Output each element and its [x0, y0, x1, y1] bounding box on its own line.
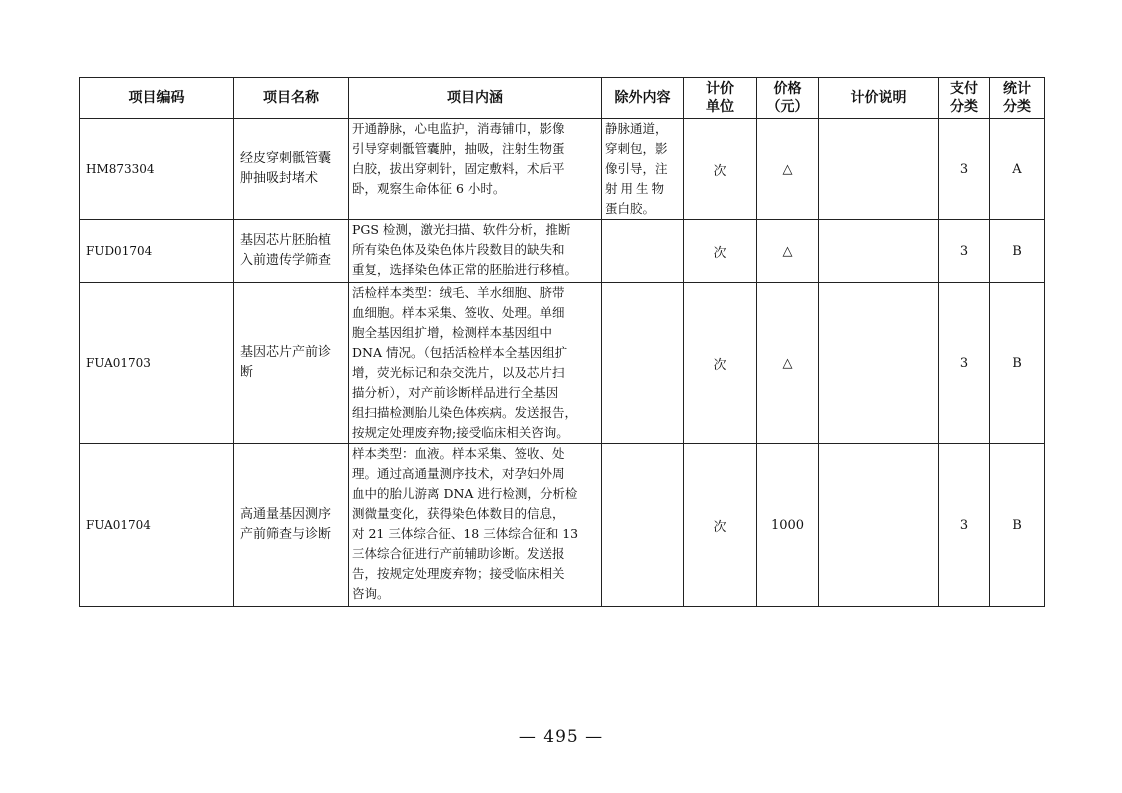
cell-content: 活检样本类型：绒毛、羊水细胞、脐带 血细胞。样本采集、签收、处理。单细 胞全基因组扩增，检测样本基因组中 DNA 情况。（包括活检样本全基因组扩 增，荧光标记和杂交洗片，以及芯片扫 描分析），对产前诊断样品进行全基因 组扫描检测胎儿染色体疾病。发送报告， 按规定处理废弃物;接受临床相关咨询。 — [349, 283, 602, 444]
header-code: 项目编码 — [80, 78, 234, 119]
header-payment: 支付 分类 — [939, 78, 990, 119]
cell-unit: 次 — [684, 283, 757, 444]
cell-name: 高通量基因测序 产前筛查与诊断 — [234, 444, 349, 607]
cell-unit: 次 — [684, 220, 757, 283]
cell-code: FUA01704 — [80, 444, 234, 607]
cell-exclusion: 静脉通道， 穿刺包，影 像引导，注 射用生物 蛋白胶。 — [602, 119, 684, 220]
cell-exclusion — [602, 444, 684, 607]
cell-price: △ — [757, 283, 819, 444]
cell-note — [819, 444, 939, 607]
header-exclusion: 除外内容 — [602, 78, 684, 119]
cell-note — [819, 220, 939, 283]
cell-name: 基因芯片胚胎植 入前遗传学筛查 — [234, 220, 349, 283]
cell-code: FUD01704 — [80, 220, 234, 283]
cell-exclusion — [602, 283, 684, 444]
cell-payment: 3 — [939, 283, 990, 444]
cell-price: △ — [757, 220, 819, 283]
header-price: 价格 （元） — [757, 78, 819, 119]
cell-code: FUA01703 — [80, 283, 234, 444]
cell-code: HM873304 — [80, 119, 234, 220]
header-content: 项目内涵 — [349, 78, 602, 119]
cell-payment: 3 — [939, 444, 990, 607]
table-row — [80, 119, 1045, 220]
cell-exclusion — [602, 220, 684, 283]
cell-unit: 次 — [684, 444, 757, 607]
table-row — [80, 220, 1045, 283]
cell-price: △ — [757, 119, 819, 220]
cell-content: 开通静脉，心电监护，消毒铺巾，影像 引导穿刺骶管囊肿，抽吸，注射生物蛋 白胶，拔出穿刺针，固定敷料，术后平 卧，观察生命体征 6 小时。 — [349, 119, 602, 220]
pricing-table — [79, 77, 1045, 607]
cell-unit: 次 — [684, 119, 757, 220]
cell-note — [819, 283, 939, 444]
header-name: 项目名称 — [234, 78, 349, 119]
cell-content: 样本类型：血液。样本采集、签收、处 理。通过高通量测序技术，对孕妇外周 血中的胎儿游离 DNA 进行检测，分析检 测微量变化，获得染色体数目的信息， 对 21 三体综合征、18 三体综合征和 13 三体综合征进行产前辅助诊断。发送报 告，按规定处理废弃物；接受临床相关 咨询。 — [349, 444, 602, 607]
cell-stat: B — [990, 283, 1045, 444]
page-number: — 495 — — [518, 727, 604, 747]
cell-content: PGS 检测，激光扫描、软件分析，推断 所有染色体及染色体片段数目的缺失和 重复，选择染色体正常的胚胎进行移植。 — [349, 220, 602, 283]
cell-price: 1000 — [757, 444, 819, 607]
cell-name: 经皮穿刺骶管囊 肿抽吸封堵术 — [234, 119, 349, 220]
header-note: 计价说明 — [819, 78, 939, 119]
cell-stat: A — [990, 119, 1045, 220]
cell-payment: 3 — [939, 220, 990, 283]
table-row — [80, 283, 1045, 444]
cell-payment: 3 — [939, 119, 990, 220]
cell-stat: B — [990, 220, 1045, 283]
table-row — [80, 444, 1045, 607]
cell-note — [819, 119, 939, 220]
header-stat: 统计 分类 — [990, 78, 1045, 119]
cell-stat: B — [990, 444, 1045, 607]
cell-name: 基因芯片产前诊 断 — [234, 283, 349, 444]
header-unit: 计价 单位 — [684, 78, 757, 119]
header-row — [80, 78, 1045, 119]
